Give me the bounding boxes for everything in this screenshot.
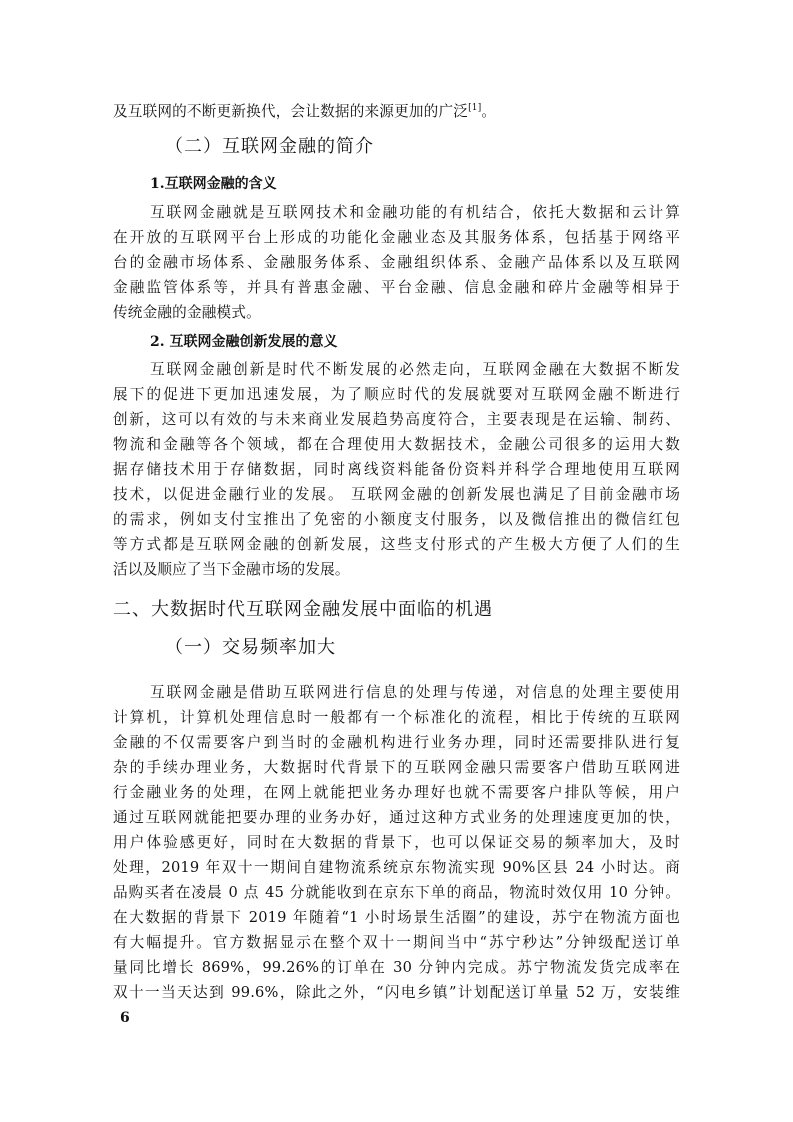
- paragraph-line: 品购买者在凌晨 0 点 45 分就能收到在京东下单的商品，物流时效仅用 10 分钟。: [113, 884, 680, 901]
- paragraph-line: 双十一当天达到 99.6%，除此之外，“闪电乡镇”计划配送订单量 52 万，安装维: [113, 984, 680, 1001]
- paragraph-line: 有大幅提升。官方数据显示在整个双十一期间当中“苏宁秒达”分钟级配送订单: [113, 934, 680, 951]
- text-span: 。: [481, 103, 497, 120]
- paragraph-line: 创新，这可以有效的与未来商业发展趋势高度符合，主要表现是在运输、制药、: [113, 411, 680, 428]
- section-heading: （二）互联网金融的简介: [165, 136, 374, 157]
- paragraph-line: 互联网金融是借助互联网进行信息的处理与传递，对信息的处理主要使用: [150, 684, 680, 701]
- paragraph-line: 据存储技术用于存储数据，同时离线资料能备份资料并科学合理地使用互联网: [113, 461, 680, 478]
- paragraph-line: 物流和金融等各个领域，都在合理使用大数据技术，金融公司很多的运用大数: [113, 436, 680, 453]
- paragraph-line: 活以及顺应了当下金融市场的发展。: [113, 561, 350, 578]
- paragraph-line: 量同比增长 869%，99.26%的订单在 30 分钟内完成。苏宁物流发货完成率在: [113, 959, 680, 976]
- subsection-heading: 1.互联网金融的含义: [150, 176, 277, 192]
- paragraph-line: 金融监管体系等，并具有普惠金融、平台金融、信息金融和碎片金融等相异于: [113, 279, 680, 296]
- paragraph-line: 杂的手续办理业务，大数据时代背景下的互联网金融只需要客户借助互联网进: [113, 759, 680, 776]
- paragraph-line: [113, 102, 680, 122]
- paragraph-line: 台的金融市场体系、金融服务体系、金融组织体系、金融产品体系以及互联网: [113, 254, 680, 271]
- paragraph-line: 互联网金融就是互联网技术和金融功能的有机结合，依托大数据和云计算: [150, 204, 680, 221]
- section-heading: （一）交易频率加大: [165, 637, 336, 658]
- subsection-heading: 2. 互联网金融创新发展的意义: [150, 334, 338, 350]
- paragraph-line: 等方式都是互联网金融的创新发展，这些支付形式的产生极大方便了人们的生: [113, 536, 680, 553]
- paragraph-line: 的需求，例如支付宝推出了免密的小额度支付服务，以及微信推出的微信红包: [113, 511, 680, 528]
- paragraph-line: 行金融业务的处理，在网上就能把业务办理好也就不需要客户排队等候，用户: [113, 784, 680, 801]
- paragraph-line: 在大数据的背景下 2019 年随着“1 小时场景生活圈”的建设，苏宁在物流方面也: [113, 909, 680, 926]
- chapter-heading: 二、大数据时代互联网金融发展中面临的机遇: [113, 599, 493, 620]
- paragraph-line: 处理，2019 年双十一期间自建物流系统京东物流实现 90%区县 24 小时达。商: [113, 859, 680, 876]
- paragraph-line: 金融的不仅需要客户到当时的金融机构进行业务办理，同时还需要排队进行复: [113, 734, 680, 751]
- citation-ref[interactable]: [1]: [468, 103, 482, 114]
- paragraph-line: 在开放的互联网平台上形成的功能化金融业态及其服务体系，包括基于网络平: [113, 229, 680, 246]
- page-number: 6: [120, 1010, 130, 1026]
- paragraph-line: 计算机，计算机处理信息时一般都有一个标准化的流程，相比于传统的互联网: [113, 709, 680, 726]
- paragraph-line: 互联网金融创新是时代不断发展的必然走向，互联网金融在大数据不断发: [150, 361, 680, 378]
- paragraph-line: 技术，以促进金融行业的发展。 互联网金融的创新发展也满足了目前金融市场: [113, 486, 680, 503]
- paragraph-line: 用户体验感更好，同时在大数据的背景下，也可以保证交易的频率加大，及时: [113, 834, 680, 851]
- paragraph-line: 通过互联网就能把要办理的业务办好，通过这种方式业务的处理速度更加的快，: [113, 809, 680, 826]
- paragraph-line: 传统金融的金融模式。: [113, 304, 261, 321]
- paragraph-line: 展下的促进下更加迅速发展，为了顺应时代的发展就要对互联网金融不断进行: [113, 386, 680, 403]
- text-span: 及互联网的不断更新换代，会让数据的来源更加的广泛: [113, 103, 469, 120]
